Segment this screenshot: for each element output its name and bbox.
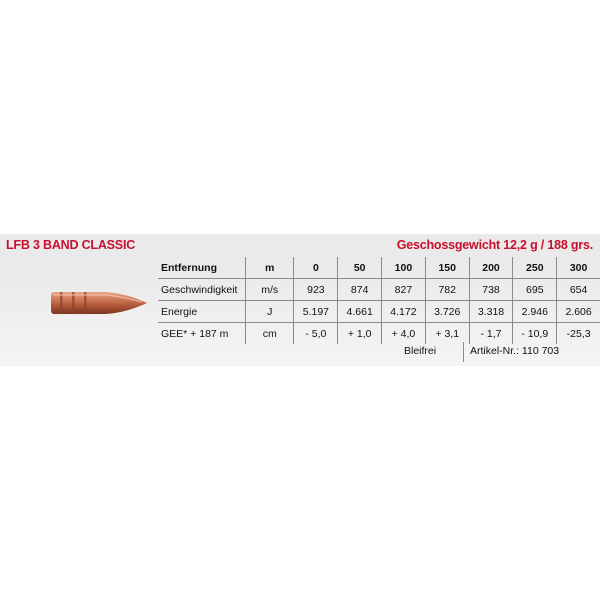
bullet-weight: Geschossgewicht 12,2 g / 188 grs. xyxy=(396,238,593,252)
table-row xyxy=(158,323,600,345)
value-cell: 2.606 xyxy=(557,301,600,323)
product-title: LFB 3 BAND CLASSIC xyxy=(6,238,136,252)
value-cell: 923 xyxy=(294,279,338,301)
value-cell: 2.946 xyxy=(513,301,557,323)
value-cell: 782 xyxy=(425,279,469,301)
header-cell: 250 xyxy=(513,257,557,279)
table-row xyxy=(158,279,600,301)
header-cell: 300 xyxy=(557,257,600,279)
value-cell: 738 xyxy=(469,279,513,301)
bullet-image xyxy=(50,288,150,318)
value-cell: + 1,0 xyxy=(338,323,382,345)
value-cell: -25,3 xyxy=(566,327,591,340)
lead-free-label: Bleifrei xyxy=(404,345,437,357)
header-cell: 200 xyxy=(469,257,513,279)
ballistics-table xyxy=(158,257,600,344)
row-label: Geschwindigkeit xyxy=(158,279,245,301)
article-number: Artikel-Nr.: 110 703 xyxy=(470,345,560,357)
value-cell: - 1,7 xyxy=(469,323,513,345)
row-label: Energie xyxy=(158,301,245,323)
footer-divider xyxy=(463,342,464,362)
header-cell: 100 xyxy=(382,257,426,279)
value-cell: - 5,0 xyxy=(294,323,338,345)
unit-cell: cm xyxy=(245,323,294,345)
table-row xyxy=(158,301,600,323)
row-label: GEE* + 187 m xyxy=(158,323,245,345)
value-cell: - 10,9 xyxy=(513,323,557,345)
unit-cell: J xyxy=(245,301,294,323)
value-cell: 654 xyxy=(557,279,600,301)
header-cell: 0 xyxy=(294,257,338,279)
header-cell: 50 xyxy=(338,257,382,279)
value-cell: 4.172 xyxy=(382,301,426,323)
header-cell: m xyxy=(245,257,294,279)
value-cell: 695 xyxy=(513,279,557,301)
value-cell: + 3,1 xyxy=(425,323,469,345)
header-cell: 150 xyxy=(425,257,469,279)
value-cell: 4.661 xyxy=(338,301,382,323)
table-header-row xyxy=(158,257,600,279)
value-cell: 874 xyxy=(338,279,382,301)
header-cell: Entfernung xyxy=(158,257,245,279)
value-cell: 3.726 xyxy=(425,301,469,323)
value-cell: 3.318 xyxy=(469,301,513,323)
value-cell: 827 xyxy=(382,279,426,301)
value-cell: + 4,0 xyxy=(382,323,426,345)
value-cell: 5.197 xyxy=(294,301,338,323)
unit-cell: m/s xyxy=(245,279,294,301)
